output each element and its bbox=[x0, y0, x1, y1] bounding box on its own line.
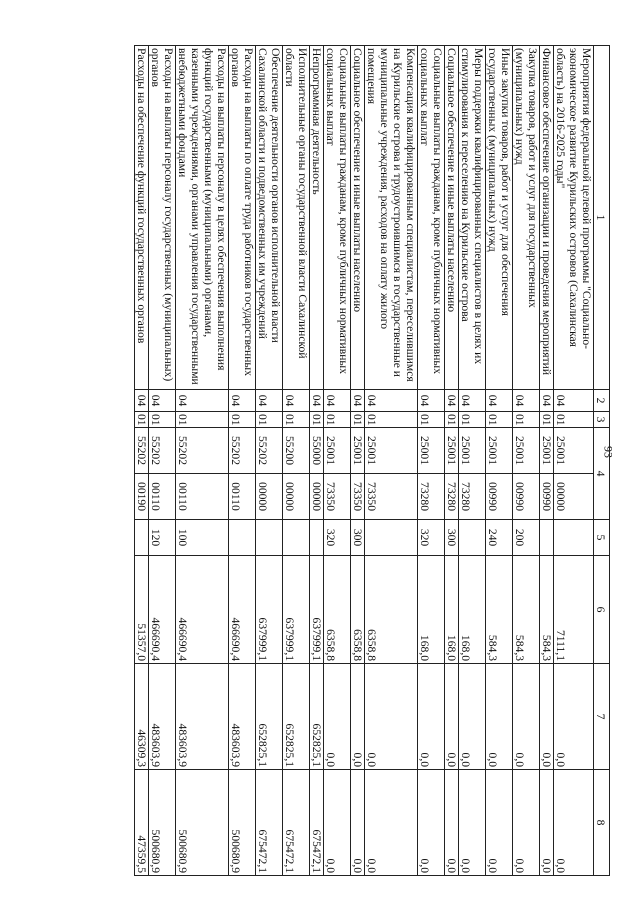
target-article-program-cell: 55202 bbox=[149, 428, 176, 474]
target-article-direction-cell: 00000 bbox=[256, 474, 283, 520]
expense-type-cell bbox=[229, 520, 256, 556]
amount-col7-cell: 483603,9 bbox=[149, 664, 176, 770]
section-code-cell: 04 bbox=[149, 390, 176, 412]
target-article-program-cell: 25001 bbox=[351, 428, 365, 474]
amount-col7-cell: 0,0 bbox=[418, 664, 445, 770]
target-article-program-cell: 25001 bbox=[513, 428, 540, 474]
section-code-cell: 04 bbox=[324, 390, 351, 412]
table-row bbox=[176, 46, 229, 876]
item-name-cell: Исполнительные органы государственной власти Сахалинской области bbox=[283, 46, 310, 390]
expense-type-cell: 100 bbox=[176, 520, 229, 556]
amount-col6-cell: 637999,1 bbox=[310, 556, 324, 664]
section-code-cell: 04 bbox=[459, 390, 486, 412]
target-article-direction-cell: 73280 bbox=[445, 474, 459, 520]
amount-col7-cell: 0,0 bbox=[365, 664, 418, 770]
table-row bbox=[459, 46, 486, 876]
section-code-cell: 04 bbox=[283, 390, 310, 412]
amount-col6-cell: 466690,4 bbox=[176, 556, 229, 664]
section-code-cell: 04 bbox=[365, 390, 418, 412]
amount-col6-cell: 168,0 bbox=[418, 556, 445, 664]
item-name-cell: Социальное обеспечение и иные выплаты населению bbox=[445, 46, 459, 390]
amount-col8-cell: 0,0 bbox=[418, 770, 445, 876]
amount-col8-cell: 500680,9 bbox=[176, 770, 229, 876]
table-row bbox=[540, 46, 554, 876]
expense-type-cell: 300 bbox=[351, 520, 365, 556]
subsection-code-cell: 01 bbox=[229, 412, 256, 428]
expense-type-cell bbox=[283, 520, 310, 556]
amount-col7-cell: 0,0 bbox=[445, 664, 459, 770]
expense-type-cell: 240 bbox=[486, 520, 513, 556]
item-name-cell: Расходы на выплаты по оплате труда работников государственных органов bbox=[229, 46, 256, 390]
amount-col7-cell: 0,0 bbox=[554, 664, 594, 770]
subsection-code-cell: 01 bbox=[513, 412, 540, 428]
amount-col7-cell: 0,0 bbox=[324, 664, 351, 770]
amount-col8-cell: 675472,1 bbox=[256, 770, 283, 876]
amount-col8-cell: 0,0 bbox=[513, 770, 540, 876]
table-row bbox=[324, 46, 351, 876]
target-article-direction-cell: 00000 bbox=[283, 474, 310, 520]
expense-type-cell: 120 bbox=[149, 520, 176, 556]
item-name-cell: Иные закупки товаров, работ и услуг для обеспечения государственных (муниципальных) нужд bbox=[486, 46, 513, 390]
target-article-program-cell: 25001 bbox=[324, 428, 351, 474]
column-number: 1 bbox=[594, 46, 610, 390]
target-article-direction-cell: 73280 bbox=[418, 474, 445, 520]
table-row bbox=[365, 46, 418, 876]
amount-col8-cell: 0,0 bbox=[351, 770, 365, 876]
section-code-cell: 04 bbox=[351, 390, 365, 412]
table-row bbox=[229, 46, 256, 876]
amount-col6-cell: 584,3 bbox=[486, 556, 513, 664]
table-body bbox=[135, 46, 594, 876]
subsection-code-cell: 01 bbox=[283, 412, 310, 428]
target-article-direction-cell: 00990 bbox=[486, 474, 513, 520]
section-code-cell: 04 bbox=[135, 390, 149, 412]
target-article-direction-cell: 73350 bbox=[351, 474, 365, 520]
target-article-program-cell: 55202 bbox=[135, 428, 149, 474]
column-number: 3 bbox=[594, 412, 610, 428]
item-name-cell: Компенсация квалифицированным специалистам, переселившимся на Курильские острова и трудоустроившимся в государственные и муниципальные учреждения, расходов на оплату жилого помещения bbox=[365, 46, 418, 390]
subsection-code-cell: 01 bbox=[540, 412, 554, 428]
table-row bbox=[554, 46, 594, 876]
table-row bbox=[256, 46, 283, 876]
section-code-cell: 04 bbox=[418, 390, 445, 412]
amount-col7-cell: 652825,1 bbox=[283, 664, 310, 770]
column-number: 4 bbox=[594, 428, 610, 520]
subsection-code-cell: 01 bbox=[324, 412, 351, 428]
expense-type-cell bbox=[310, 520, 324, 556]
target-article-program-cell: 55200 bbox=[283, 428, 310, 474]
target-article-direction-cell: 00000 bbox=[310, 474, 324, 520]
amount-col6-cell: 466690,4 bbox=[149, 556, 176, 664]
target-article-direction-cell: 73350 bbox=[365, 474, 418, 520]
item-name-cell: Расходы на обеспечение функций государственных органов bbox=[135, 46, 149, 390]
expense-type-cell: 320 bbox=[324, 520, 351, 556]
expense-type-cell bbox=[459, 520, 486, 556]
target-article-program-cell: 55202 bbox=[176, 428, 229, 474]
target-article-program-cell: 55202 bbox=[256, 428, 283, 474]
amount-col8-cell: 675472,1 bbox=[310, 770, 324, 876]
item-name-cell: Обеспечение деятельности органов исполнительной власти Сахалинской области и подведомственных им учреждений bbox=[256, 46, 283, 390]
amount-col6-cell: 637999,1 bbox=[256, 556, 283, 664]
target-article-direction-cell: 00110 bbox=[149, 474, 176, 520]
section-code-cell: 04 bbox=[310, 390, 324, 412]
column-number: 7 bbox=[594, 664, 610, 770]
expense-type-cell bbox=[554, 520, 594, 556]
page-number: 93 bbox=[601, 446, 616, 458]
amount-col7-cell: 0,0 bbox=[513, 664, 540, 770]
subsection-code-cell: 01 bbox=[554, 412, 594, 428]
amount-col8-cell: 0,0 bbox=[445, 770, 459, 876]
subsection-code-cell: 01 bbox=[459, 412, 486, 428]
item-name-cell: Мероприятия федеральной целевой программы "Социально-экономическое развитие Курильских островов (Сахалинская область) на 2016-2025 годы" bbox=[554, 46, 594, 390]
budget-table-sheet bbox=[30, 45, 610, 875]
subsection-code-cell: 01 bbox=[351, 412, 365, 428]
target-article-program-cell: 25001 bbox=[540, 428, 554, 474]
target-article-program-cell: 25001 bbox=[365, 428, 418, 474]
amount-col6-cell: 6358,8 bbox=[365, 556, 418, 664]
target-article-direction-cell: 00990 bbox=[513, 474, 540, 520]
target-article-program-cell: 25001 bbox=[418, 428, 445, 474]
column-number: 8 bbox=[594, 770, 610, 876]
section-code-cell: 04 bbox=[445, 390, 459, 412]
section-code-cell: 04 bbox=[229, 390, 256, 412]
expense-type-cell bbox=[135, 520, 149, 556]
subsection-code-cell: 01 bbox=[135, 412, 149, 428]
table-row bbox=[310, 46, 324, 876]
column-number: 2 bbox=[594, 390, 610, 412]
target-article-program-cell: 25001 bbox=[486, 428, 513, 474]
subsection-code-cell: 01 bbox=[418, 412, 445, 428]
target-article-program-cell: 55202 bbox=[229, 428, 256, 474]
item-name-cell: Социальные выплаты гражданам, кроме публичных нормативных социальных выплат bbox=[418, 46, 445, 390]
amount-col8-cell: 675472,1 bbox=[283, 770, 310, 876]
amount-col7-cell: 652825,1 bbox=[256, 664, 283, 770]
target-article-program-cell: 55000 bbox=[310, 428, 324, 474]
section-code-cell: 04 bbox=[176, 390, 229, 412]
subsection-code-cell: 01 bbox=[149, 412, 176, 428]
section-code-cell: 04 bbox=[513, 390, 540, 412]
target-article-program-cell: 25001 bbox=[554, 428, 594, 474]
target-article-direction-cell: 00190 bbox=[135, 474, 149, 520]
amount-col6-cell: 466690,4 bbox=[229, 556, 256, 664]
subsection-code-cell: 01 bbox=[176, 412, 229, 428]
item-name-cell: Расходы на выплаты персоналу в целях обеспечения выполнения функций государственными (муниципальными) органами, казенными учреждениями, органами управления государственными внебюджетными фондами bbox=[176, 46, 229, 390]
budget-table bbox=[134, 45, 610, 876]
amount-col7-cell: 0,0 bbox=[459, 664, 486, 770]
amount-col6-cell: 6358,8 bbox=[324, 556, 351, 664]
item-name-cell: Меры поддержки квалифицированных специалистов в целях их стимулирования к переселению на Курильские острова bbox=[459, 46, 486, 390]
amount-col8-cell: 500680,9 bbox=[229, 770, 256, 876]
amount-col8-cell: 500680,9 bbox=[149, 770, 176, 876]
subsection-code-cell: 01 bbox=[486, 412, 513, 428]
target-article-program-cell: 25001 bbox=[459, 428, 486, 474]
item-name-cell: Расходы на выплаты персоналу государственных (муниципальных) органов bbox=[149, 46, 176, 390]
expense-type-cell bbox=[365, 520, 418, 556]
amount-col6-cell: 168,0 bbox=[445, 556, 459, 664]
subsection-code-cell: 01 bbox=[310, 412, 324, 428]
amount-col6-cell: 7111,1 bbox=[554, 556, 594, 664]
amount-col7-cell: 0,0 bbox=[351, 664, 365, 770]
expense-type-cell: 320 bbox=[418, 520, 445, 556]
amount-col7-cell: 483603,9 bbox=[229, 664, 256, 770]
section-code-cell: 04 bbox=[554, 390, 594, 412]
item-name-cell: Финансовое обеспечение организации и проведения мероприятий bbox=[540, 46, 554, 390]
amount-col8-cell: 0,0 bbox=[554, 770, 594, 876]
target-article-direction-cell: 00110 bbox=[229, 474, 256, 520]
target-article-direction-cell: 00110 bbox=[176, 474, 229, 520]
column-number: 5 bbox=[594, 520, 610, 556]
amount-col7-cell: 46309,3 bbox=[135, 664, 149, 770]
table-row bbox=[418, 46, 445, 876]
amount-col6-cell: 51357,0 bbox=[135, 556, 149, 664]
expense-type-cell bbox=[256, 520, 283, 556]
section-code-cell: 04 bbox=[256, 390, 283, 412]
amount-col6-cell: 168,0 bbox=[459, 556, 486, 664]
amount-col7-cell: 0,0 bbox=[486, 664, 513, 770]
table-row bbox=[445, 46, 459, 876]
target-article-direction-cell: 00000 bbox=[554, 474, 594, 520]
amount-col8-cell: 0,0 bbox=[486, 770, 513, 876]
section-code-cell: 04 bbox=[486, 390, 513, 412]
subsection-code-cell: 01 bbox=[445, 412, 459, 428]
section-code-cell: 04 bbox=[540, 390, 554, 412]
amount-col6-cell: 6358,8 bbox=[351, 556, 365, 664]
item-name-cell: Социальное обеспечение и иные выплаты населению bbox=[351, 46, 365, 390]
amount-col6-cell: 637999,1 bbox=[283, 556, 310, 664]
target-article-direction-cell: 00990 bbox=[540, 474, 554, 520]
table-row bbox=[351, 46, 365, 876]
target-article-program-cell: 25001 bbox=[445, 428, 459, 474]
target-article-direction-cell: 73350 bbox=[324, 474, 351, 520]
amount-col8-cell: 0,0 bbox=[324, 770, 351, 876]
item-name-cell: Закупка товаров, работ и услуг для государственных (муниципальных) нужд bbox=[513, 46, 540, 390]
amount-col8-cell: 0,0 bbox=[540, 770, 554, 876]
amount-col7-cell: 652825,1 bbox=[310, 664, 324, 770]
subsection-code-cell: 01 bbox=[256, 412, 283, 428]
table-row bbox=[486, 46, 513, 876]
amount-col8-cell: 0,0 bbox=[459, 770, 486, 876]
amount-col6-cell: 584,3 bbox=[513, 556, 540, 664]
amount-col7-cell: 483603,9 bbox=[176, 664, 229, 770]
table-row bbox=[283, 46, 310, 876]
column-number: 6 bbox=[594, 556, 610, 664]
table-row bbox=[135, 46, 149, 876]
item-name-cell: Социальные выплаты гражданам, кроме публичных нормативных социальных выплат bbox=[324, 46, 351, 390]
table-row bbox=[149, 46, 176, 876]
amount-col8-cell: 0,0 bbox=[365, 770, 418, 876]
amount-col6-cell: 584,3 bbox=[540, 556, 554, 664]
amount-col8-cell: 47359,5 bbox=[135, 770, 149, 876]
item-name-cell: Непрограммная деятельность bbox=[310, 46, 324, 390]
amount-col7-cell: 0,0 bbox=[540, 664, 554, 770]
expense-type-cell: 300 bbox=[445, 520, 459, 556]
column-number-row bbox=[594, 46, 610, 876]
expense-type-cell: 200 bbox=[513, 520, 540, 556]
expense-type-cell bbox=[540, 520, 554, 556]
subsection-code-cell: 01 bbox=[365, 412, 418, 428]
target-article-direction-cell: 73280 bbox=[459, 474, 486, 520]
table-row bbox=[513, 46, 540, 876]
